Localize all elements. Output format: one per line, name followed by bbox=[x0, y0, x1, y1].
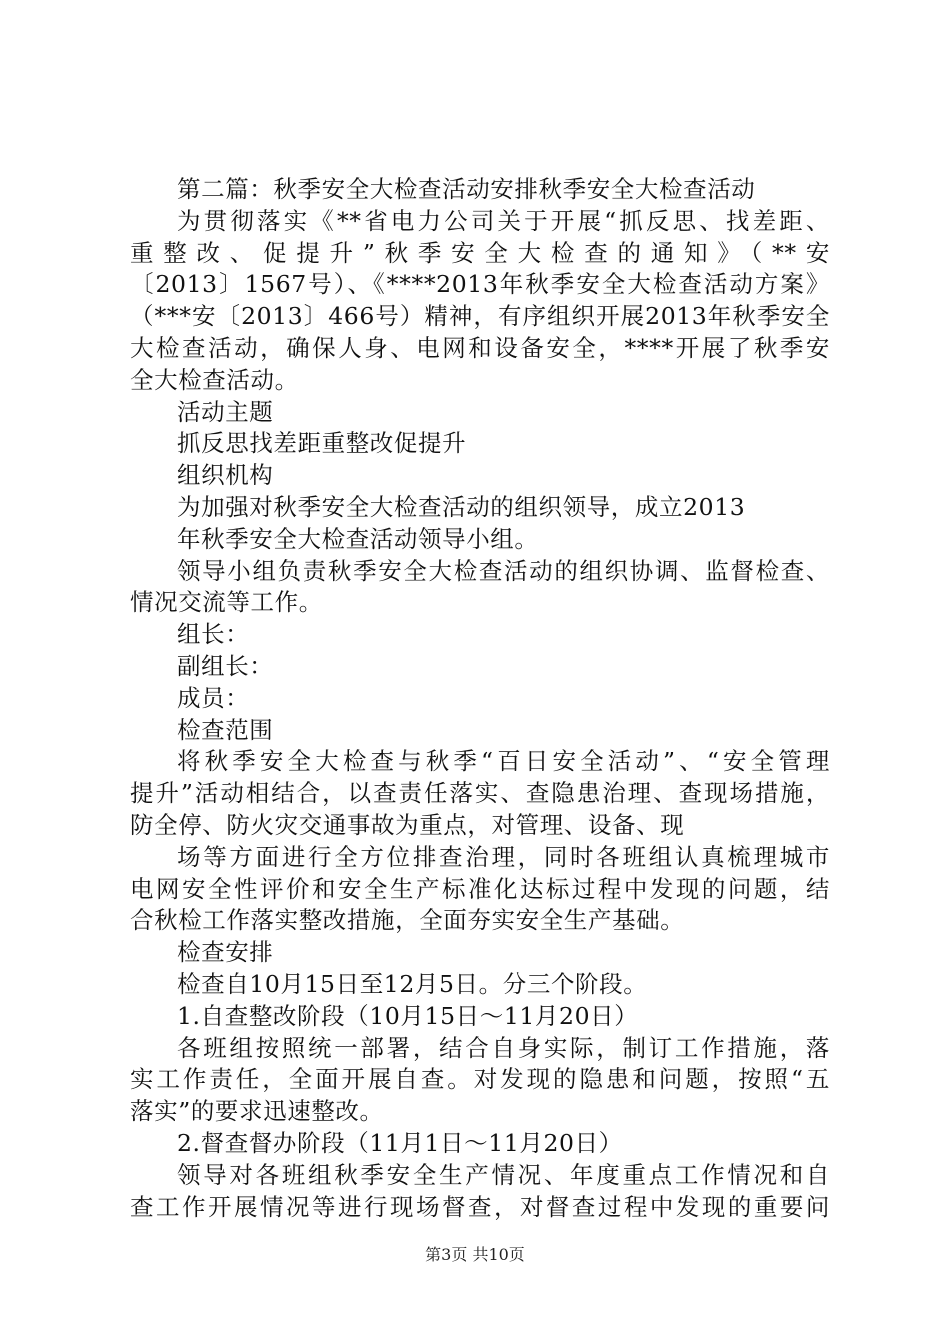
text-line: 副组长： bbox=[177, 651, 274, 680]
text-line: 合秋检工作落实整改措施，全面夯实安全生产基础。 bbox=[130, 906, 685, 935]
text-line: 将秋季安全大检查与秋季“百日安全活动”、“安全管理 bbox=[177, 747, 830, 776]
text-line: 领导小组负责秋季安全大检查活动的组织协调、监督检查、 bbox=[177, 556, 830, 585]
text-line: 查工作开展情况等进行现场督查，对督查过程中发现的重要问 bbox=[130, 1192, 830, 1221]
text-line: 全大检查活动。 bbox=[130, 365, 299, 394]
text-line: 年秋季安全大检查活动领导小组。 bbox=[177, 524, 539, 553]
text-line: 大检查活动，确保人身、电网和设备安全，****开展了秋季安 bbox=[130, 333, 830, 362]
document-body bbox=[130, 174, 830, 1223]
text-line: 落实”的要求迅速整改。 bbox=[130, 1097, 384, 1126]
text-line: 组长： bbox=[177, 620, 250, 649]
text-line: 检查安排 bbox=[177, 938, 274, 967]
text-line: 〔2013〕1567号）、《****2013年秋季安全大检查活动方案》 bbox=[130, 270, 830, 299]
text-line: 组织机构 bbox=[177, 461, 274, 490]
text-line: 情况交流等工作。 bbox=[130, 588, 323, 617]
text-line: 抓反思找差距重整改促提升 bbox=[177, 429, 467, 458]
text-line: 为贯彻落实《**省电力公司关于开展“抓反思、找差距、 bbox=[177, 206, 830, 235]
text-line: （***安〔2013〕466号）精神，有序组织开展2013年秋季安全 bbox=[130, 302, 830, 331]
text-line: 活动主题 bbox=[177, 397, 274, 426]
text-line: 领导对各班组秋季安全生产情况、年度重点工作情况和自 bbox=[177, 1160, 830, 1189]
text-line: 1.自查整改阶段（10月15日～11月20日） bbox=[177, 1001, 639, 1030]
text-line: 为加强对秋季安全大检查活动的组织领导，成立2013 bbox=[177, 492, 746, 521]
text-line: 提升”活动相结合，以查责任落实、查隐患治理、查现场措施， bbox=[130, 779, 830, 808]
text-line: 成员： bbox=[177, 683, 250, 712]
text-line: 电网安全性评价和安全生产标准化达标过程中发现的问题，结 bbox=[130, 874, 830, 903]
text-line: 第二篇：秋季安全大检查活动安排秋季安全大检查活动 bbox=[177, 175, 756, 203]
text-line: 检查范围 bbox=[177, 715, 274, 744]
page-footer: 第3页 共10页 bbox=[425, 1245, 525, 1264]
text-line: 重整改、促提升”秋季安全大检查的通知》（**安 bbox=[130, 238, 830, 267]
text-line: 防全停、防火灾交通事故为重点，对管理、设备、现 bbox=[130, 810, 685, 839]
text-line: 2.督查督办阶段（11月1日～11月20日） bbox=[177, 1128, 623, 1157]
text-line: 检查自10月15日至12月5日。分三个阶段。 bbox=[177, 969, 648, 998]
text-line: 实工作责任，全面开展自查。对发现的隐患和问题，按照“五 bbox=[130, 1065, 830, 1094]
text-line: 场等方面进行全方位排查治理，同时各班组认真梳理城市 bbox=[177, 842, 830, 871]
text-line: 各班组按照统一部署，结合自身实际，制订工作措施，落 bbox=[177, 1033, 830, 1062]
